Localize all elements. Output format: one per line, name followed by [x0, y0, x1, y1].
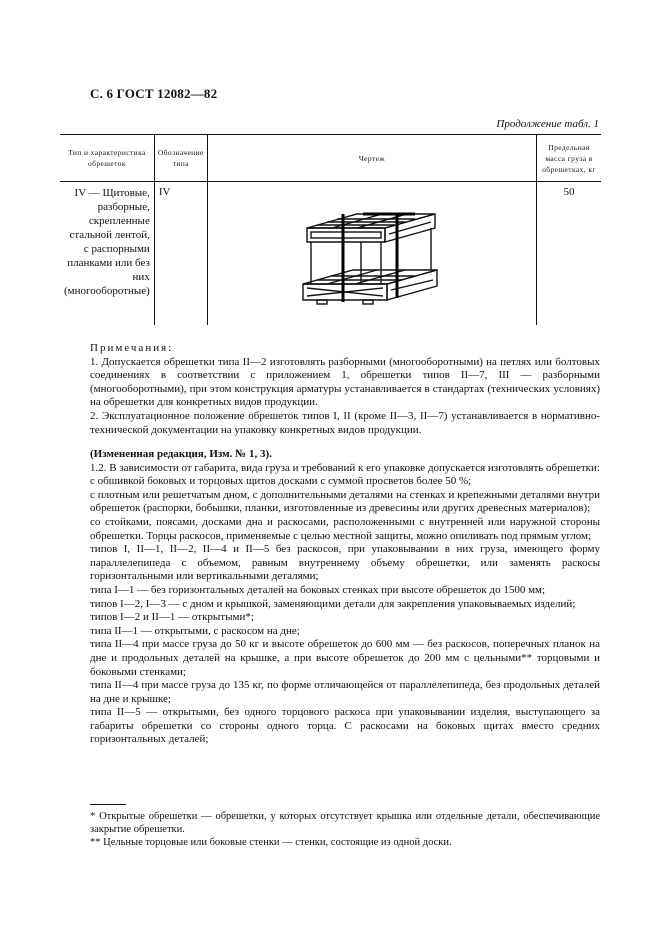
type-description-cell: IV — Щитовые, разборные, скрепленные стальной лентой, с распорными планками или без них (многооборотные)	[60, 182, 154, 326]
paragraph: типа II—1 — открытыми, с раскосом на дне;	[90, 624, 300, 637]
notes-heading: Примечания:	[90, 342, 174, 354]
spec-table	[60, 134, 601, 325]
table-row	[60, 182, 601, 326]
notes-section	[90, 342, 600, 437]
paragraph: с плотным или решетчатым дном, с дополнительными деталями на стенках и крепежными деталями внутри обрешеток (распорки, бобышки, планки, изготовленные из древесины или других древесных материалов);	[90, 488, 600, 515]
note-item: 2. Эксплуатационное положение обрешеток типов I, II (кроме II—3, II—7) устанавливается в нормативно-технической документации на упаковку конкретных видов продукции.	[90, 409, 600, 436]
footnote: * Открытые обрешетки — обрешетки, у которых отсутствует крышка или отдельные детали, обеспечивающие закрытие обрешетки.	[90, 811, 600, 835]
main-text	[90, 448, 600, 747]
page-header: С. 6 ГОСТ 12082—82	[90, 86, 218, 101]
paragraph: типа II—5 — открытыми, без одного торцового раскоса при упаковывании изделия, выступающего за габариты обрешетки со стороны одного торца. С раскосами на боковых щитах вместо средних горизонтальных деталей;	[90, 706, 600, 746]
paragraph: типов I—2, I—3 — с дном и крышкой, заменяющими детали для закрепления упаковываемых изделий;	[90, 597, 576, 610]
table-continuation-label: Продолжение табл. 1	[496, 118, 599, 130]
col-type-header: Тип и характеристика обрешеток	[60, 135, 154, 182]
footnote: ** Цельные торцовые или боковые стенки — стенки, состоящие из одной доски.	[90, 837, 452, 848]
revision-note: (Измененная редакция, Изм. № 1, 3).	[90, 448, 272, 460]
paragraph: типа II—4 при массе груза до 135 кг, по форме отличающейся от параллелепипеда, без продольных деталей на дне и крышке;	[90, 679, 600, 705]
table-header-row	[60, 135, 601, 182]
footnote-divider	[90, 804, 126, 805]
paragraph: типа I—1 — без горизонтальных деталей на боковых стенках при высоте обрешеток до 1500 мм;	[90, 583, 546, 596]
max-mass-cell: 50	[563, 186, 575, 198]
paragraph: 1.2. В зависимости от габарита, вида груза и требований к его упаковке допускается изготовлять обрешетки:	[90, 461, 600, 474]
paragraph: с обшивкой боковых и торцовых щитов досками с суммой просветов более 50 %;	[90, 475, 472, 488]
paragraph: типов I, II—1, II—2, II—4 и II—5 без раскосов, при упаковывании в них груза, имеющего форму параллелепипеда с объемом, равным внутреннему объему обрешетки, или заменять раскосы горизонтальными или вертикальными деталями;	[90, 543, 600, 583]
crate-drawing-icon	[297, 192, 447, 322]
col-drawing-header: Чертеж	[207, 135, 536, 182]
paragraph: типа II—4 при массе груза до 50 кг и высоте обрешеток до 600 мм — без раскосов, поперечных планок на дне и продольных деталей на крышке, а при высоте обрешеток до 200 мм с цельными** торцовыми и боковыми стенками;	[90, 638, 600, 678]
footnotes	[90, 810, 600, 849]
col-mass-header: Предельная масса груза в обрешетках, кг	[537, 135, 602, 182]
col-designation-header: Обозначение типа	[154, 135, 207, 182]
designation-cell: IV	[154, 182, 207, 326]
paragraph: типов I—2 и II—1 — открытыми*;	[90, 611, 254, 624]
note-item: 1. Допускается обрешетки типа II—2 изготовлять разборными (многооборотными) на петлях или болтовых соединениях в соответствии с приложением 1, обрешетки типов II—7, III — разборными (многооборотными), при этом конструкция арматуры устанавливается в стандартах (технических условиях) на обрешетки для конкретных видов продукции.	[90, 355, 600, 409]
drawing-cell	[207, 182, 536, 326]
paragraph: со стойками, поясами, досками дна и раскосами, расположенными с внутренней или наружной стороны обрешетки. Торцы раскосов, применяемые с целью местной защиты, можно опиливать под прямым углом;	[90, 515, 600, 542]
